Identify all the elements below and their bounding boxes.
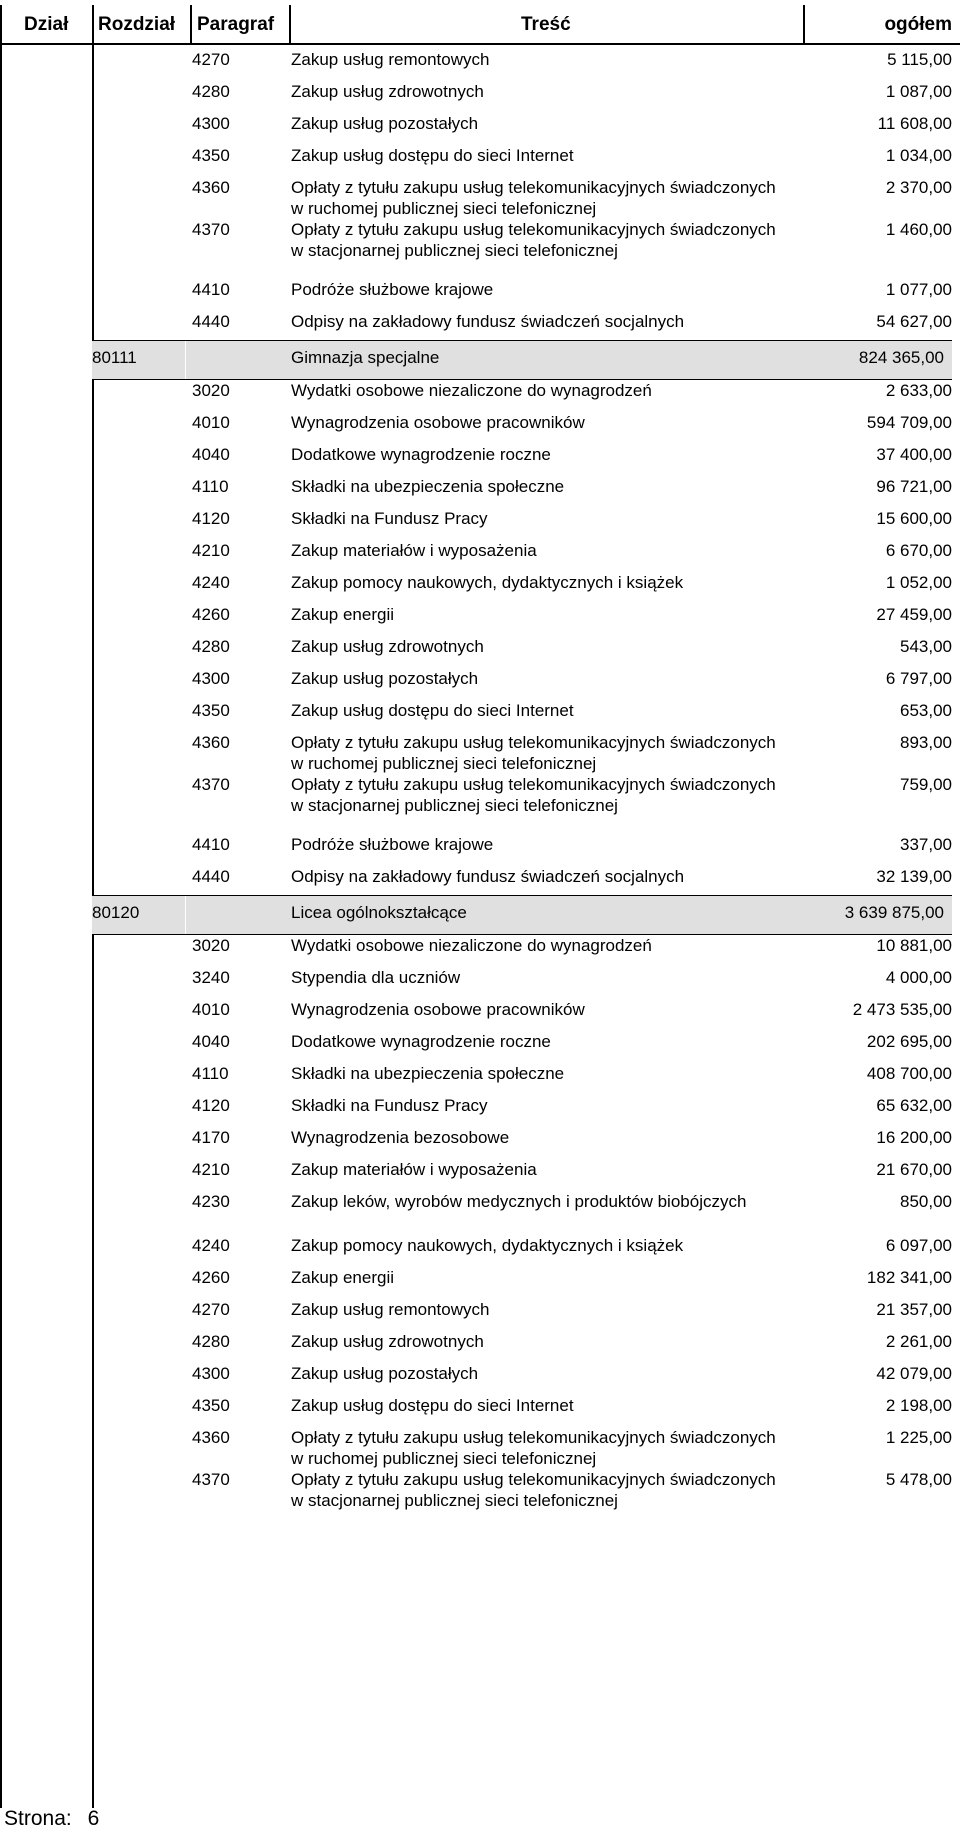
- paragraf-code: 4210: [192, 541, 230, 560]
- row-description: Opłaty z tytułu zakupu usług telekomunikacyjnych świadczonych w stacjonarnej publicznej sieci telefonicznej: [291, 775, 776, 815]
- paragraf-code: 4300: [192, 114, 230, 133]
- row-amount: 2 198,00: [885, 1396, 952, 1415]
- row-amount: 21 357,00: [876, 1300, 952, 1319]
- row-amount: 1 034,00: [885, 146, 952, 165]
- row-description: Odpisy na zakładowy fundusz świadczeń socjalnych: [291, 867, 685, 886]
- paragraf-code: 4040: [192, 1032, 230, 1051]
- section-title: Licea ogólnokształcące: [291, 903, 467, 922]
- header-paragraf: Paragraf: [197, 14, 275, 35]
- row-amount: 27 459,00: [876, 605, 952, 624]
- row-amount: 594 709,00: [866, 413, 952, 432]
- row-amount: 2 473 535,00: [852, 1000, 952, 1019]
- row-description: Opłaty z tytułu zakupu usług telekomunikacyjnych świadczonych w stacjonarnej publicznej sieci telefonicznej: [291, 220, 776, 260]
- paragraf-code: 4260: [192, 605, 230, 624]
- column-divider: [803, 5, 805, 45]
- paragraf-code: 4370: [192, 1470, 230, 1489]
- footer-page-number: 6: [87, 1807, 100, 1830]
- row-description: Zakup energii: [291, 605, 395, 624]
- paragraf-code: 4110: [192, 477, 229, 496]
- table-header: [0, 5, 960, 45]
- row-description: Zakup pomocy naukowych, dydaktycznych i książek: [291, 1236, 684, 1255]
- row-amount: 96 721,00: [876, 477, 952, 496]
- paragraf-code: 4350: [192, 1396, 230, 1415]
- paragraf-code: 3020: [192, 936, 230, 955]
- footer-label: Strona:: [4, 1807, 72, 1830]
- paragraf-code: 4240: [192, 573, 230, 592]
- rozdzial-code: 80111: [92, 348, 137, 367]
- section-row: [92, 895, 952, 935]
- row-amount: 6 670,00: [885, 541, 952, 560]
- paragraf-code: 4440: [192, 867, 230, 886]
- row-amount: 1 225,00: [885, 1428, 952, 1447]
- row-description: Wynagrodzenia bezosobowe: [291, 1128, 510, 1147]
- row-amount: 1 077,00: [885, 280, 952, 299]
- row-amount: 54 627,00: [876, 312, 952, 331]
- row-description: Opłaty z tytułu zakupu usług telekomunikacyjnych świadczonych w ruchomej publicznej sieci telefonicznej: [291, 733, 776, 773]
- header-dzial: Dział: [24, 14, 69, 35]
- column-divider: [92, 5, 94, 45]
- row-amount: 6 097,00: [885, 1236, 952, 1255]
- paragraf-code: 4270: [192, 50, 230, 69]
- row-amount: 32 139,00: [876, 867, 952, 886]
- row-description: Stypendia dla uczniów: [291, 968, 461, 987]
- row-amount: 337,00: [900, 835, 952, 854]
- row-description: Zakup usług dostępu do sieci Internet: [291, 1396, 574, 1415]
- paragraf-code: 4120: [192, 509, 230, 528]
- row-description: Zakup materiałów i wyposażenia: [291, 1160, 537, 1179]
- paragraf-code: 4010: [192, 413, 230, 432]
- header-ogolem: ogółem: [884, 14, 952, 35]
- column-divider: [190, 5, 192, 45]
- row-amount: 2 633,00: [885, 381, 952, 400]
- row-description: Wydatki osobowe niezaliczone do wynagrodzeń: [291, 381, 652, 400]
- row-description: Dodatkowe wynagrodzenie roczne: [291, 445, 551, 464]
- row-description: Opłaty z tytułu zakupu usług telekomunikacyjnych świadczonych w ruchomej publicznej sieci telefonicznej: [291, 178, 776, 218]
- paragraf-code: 3020: [192, 381, 230, 400]
- row-amount: 850,00: [900, 1192, 952, 1211]
- paragraf-code: 4370: [192, 775, 230, 794]
- page-footer: [4, 1807, 99, 1831]
- row-description: Zakup materiałów i wyposażenia: [291, 541, 537, 560]
- row-amount: 1 087,00: [885, 82, 952, 101]
- row-amount: 182 341,00: [866, 1268, 952, 1287]
- row-description: Zakup usług pozostałych: [291, 1364, 479, 1383]
- paragraf-code: 4350: [192, 146, 230, 165]
- row-description: Zakup usług dostępu do sieci Internet: [291, 146, 574, 165]
- paragraf-code: 4370: [192, 220, 230, 239]
- paragraf-code: 4280: [192, 1332, 230, 1351]
- row-amount: 543,00: [900, 637, 952, 656]
- row-description: Podróże służbowe krajowe: [291, 835, 494, 854]
- paragraf-code: 3240: [192, 968, 230, 987]
- paragraf-code: 4350: [192, 701, 230, 720]
- row-description: Składki na ubezpieczenia społeczne: [291, 477, 565, 496]
- row-description: Zakup usług zdrowotnych: [291, 82, 484, 101]
- row-description: Odpisy na zakładowy fundusz świadczeń socjalnych: [291, 312, 685, 331]
- row-amount: 653,00: [900, 701, 952, 720]
- row-description: Zakup leków, wyrobów medycznych i produktów biobójczych: [291, 1192, 747, 1211]
- paragraf-code: 4440: [192, 312, 230, 331]
- row-amount: 202 695,00: [866, 1032, 952, 1051]
- row-description: Zakup usług zdrowotnych: [291, 1332, 484, 1351]
- row-description: Dodatkowe wynagrodzenie roczne: [291, 1032, 551, 1051]
- paragraf-code: 4360: [192, 178, 230, 197]
- row-description: Wydatki osobowe niezaliczone do wynagrodzeń: [291, 936, 652, 955]
- paragraf-code: 4300: [192, 1364, 230, 1383]
- row-amount: 10 881,00: [876, 936, 952, 955]
- section-title: Gimnazja specjalne: [291, 348, 440, 367]
- paragraf-code: 4300: [192, 669, 230, 688]
- row-amount: 759,00: [900, 775, 952, 794]
- paragraf-code: 4270: [192, 1300, 230, 1319]
- row-description: Zakup usług remontowych: [291, 1300, 490, 1319]
- row-description: Zakup usług remontowych: [291, 50, 490, 69]
- row-amount: 16 200,00: [876, 1128, 952, 1147]
- paragraf-code: 4410: [192, 835, 230, 854]
- paragraf-code: 4240: [192, 1236, 230, 1255]
- row-amount: 4 000,00: [885, 968, 952, 987]
- row-description: Składki na ubezpieczenia społeczne: [291, 1064, 565, 1083]
- row-description: Zakup usług pozostałych: [291, 669, 479, 688]
- row-amount: 408 700,00: [866, 1064, 952, 1083]
- row-amount: 11 608,00: [877, 114, 952, 133]
- paragraf-code: 4170: [192, 1128, 230, 1147]
- paragraf-code: 4410: [192, 280, 230, 299]
- row-amount: 42 079,00: [876, 1364, 952, 1383]
- paragraf-code: 4280: [192, 82, 230, 101]
- row-description: Wynagrodzenia osobowe pracowników: [291, 413, 585, 432]
- paragraf-code: 4260: [192, 1268, 230, 1287]
- row-amount: 37 400,00: [876, 445, 952, 464]
- paragraf-code: 4210: [192, 1160, 230, 1179]
- section-total: 3 639 875,00: [844, 903, 944, 922]
- header-tresc: Treść: [521, 14, 571, 35]
- row-amount: 2 261,00: [885, 1332, 952, 1351]
- row-description: Zakup pomocy naukowych, dydaktycznych i książek: [291, 573, 684, 592]
- row-amount: 65 632,00: [876, 1096, 952, 1115]
- paragraf-code: 4040: [192, 445, 230, 464]
- column-divider: [289, 5, 291, 45]
- row-description: Opłaty z tytułu zakupu usług telekomunikacyjnych świadczonych w stacjonarnej publicznej sieci telefonicznej: [291, 1470, 776, 1510]
- paragraf-code: 4010: [192, 1000, 230, 1019]
- paragraf-code: 4360: [192, 1428, 230, 1447]
- row-description: Zakup usług dostępu do sieci Internet: [291, 701, 574, 720]
- row-amount: 5 115,00: [887, 50, 952, 69]
- header-rozdzial: Rozdział: [98, 14, 176, 35]
- row-amount: 15 600,00: [876, 509, 952, 528]
- section-total: 824 365,00: [858, 348, 944, 367]
- rozdzial-code: 80120: [92, 903, 140, 922]
- row-amount: 5 478,00: [885, 1470, 952, 1489]
- paragraf-code: 4110: [192, 1064, 229, 1083]
- row-amount: 893,00: [900, 733, 952, 752]
- row-description: Składki na Fundusz Pracy: [291, 509, 488, 528]
- row-description: Wynagrodzenia osobowe pracowników: [291, 1000, 585, 1019]
- section-row: [92, 340, 952, 380]
- dzial-column-rule: [0, 5, 2, 1808]
- paragraf-code: 4360: [192, 733, 230, 752]
- row-amount: 21 670,00: [876, 1160, 952, 1179]
- row-description: Zakup energii: [291, 1268, 395, 1287]
- paragraf-code: 4230: [192, 1192, 230, 1211]
- paragraf-code: 4280: [192, 637, 230, 656]
- row-amount: 2 370,00: [885, 178, 952, 197]
- row-description: Składki na Fundusz Pracy: [291, 1096, 488, 1115]
- row-description: Zakup usług zdrowotnych: [291, 637, 484, 656]
- row-amount: 1 052,00: [885, 573, 952, 592]
- row-description: Podróże służbowe krajowe: [291, 280, 494, 299]
- row-description: Zakup usług pozostałych: [291, 114, 479, 133]
- row-description: Opłaty z tytułu zakupu usług telekomunikacyjnych świadczonych w ruchomej publicznej sieci telefonicznej: [291, 1428, 776, 1468]
- row-amount: 1 460,00: [885, 220, 952, 239]
- row-amount: 6 797,00: [885, 669, 952, 688]
- paragraf-code: 4120: [192, 1096, 230, 1115]
